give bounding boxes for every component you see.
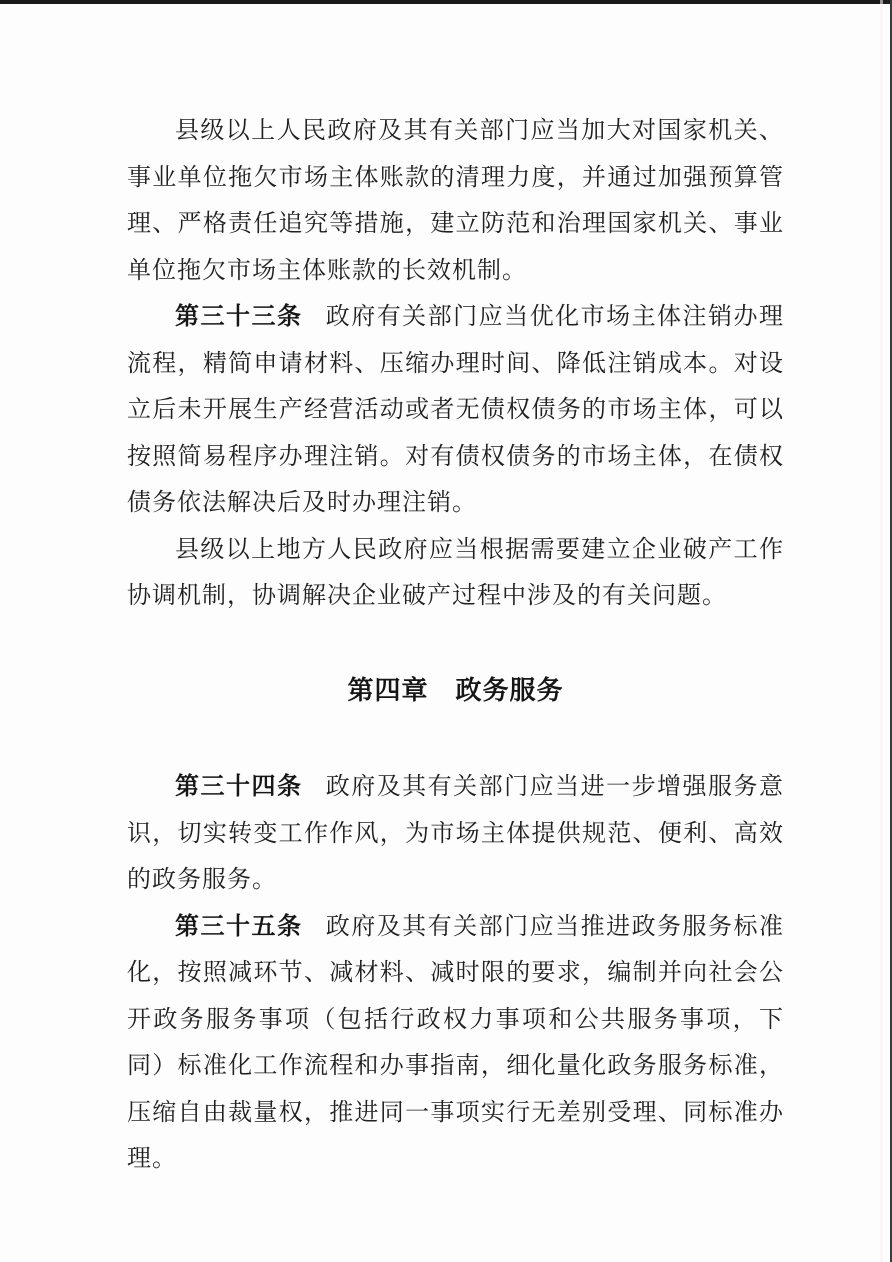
scan-border-top xyxy=(0,0,892,4)
paragraph-article-34 xyxy=(127,764,784,904)
article-35-text: 政府及其有关部门应当推进政务服务标准化，按照减环节、减材料、减时限的要求，编制并向社会公开政务服务事项（包括行政权力事项和公共服务事项，下同）标准化工作流程和办事指南，细化量化政务服务标准，压缩自由裁量权，推进同一事项实行无差别受理、同标准办理。 xyxy=(127,913,785,1172)
paragraph-bankruptcy-coordination: 县级以上地方人民政府应当根据需要建立企业破产工作协调机制，协调解决企业破产过程中涉及的有关问题。 xyxy=(127,536,784,609)
paragraph-article-33 xyxy=(127,294,784,527)
chapter-heading: 第四章 政务服务 xyxy=(347,675,564,705)
article-34-number: 第三十四条 xyxy=(175,774,303,800)
paragraph-debt-clearing: 县级以上人民政府及其有关部门应当加大对国家机关、事业单位拖欠市场主体账款的清理力度，并通过加强预算管理、严格责任追究等措施，建立防范和治理国家机关、事业单位拖欠市场主体账款的长效机制。 xyxy=(127,118,784,284)
document-body xyxy=(127,108,784,1183)
article-34-text: 政府及其有关部门应当进一步增强服务意识，切实转变工作作风，为市场主体提供规范、便利、高效的政务服务。 xyxy=(127,774,785,893)
scan-artifact-line xyxy=(880,0,883,1262)
paragraph-article-35 xyxy=(127,904,784,1183)
article-35-number: 第三十五条 xyxy=(175,913,303,940)
article-33-number: 第三十三条 xyxy=(175,304,303,330)
article-33-text: 政府有关部门应当优化市场主体注销办理流程，精简申请材料、压缩办理时间、降低注销成本。对设立后未开展生产经营活动或者无债权债务的市场主体，可以按照简易程序办理注销。对有债权债务的市场主体，在债权债务依法解决后及时办理注销。 xyxy=(127,304,785,516)
